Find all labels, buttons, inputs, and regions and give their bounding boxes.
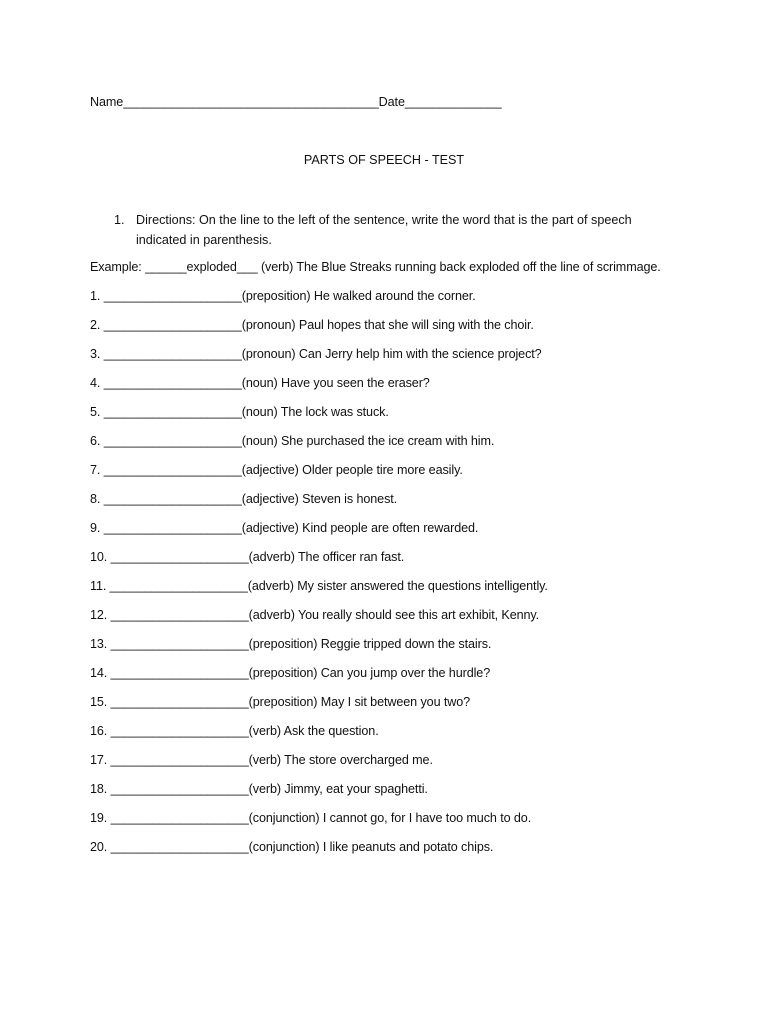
question-3: 3. ____________________(pronoun) Can Jerry help him with the science project? bbox=[90, 347, 542, 361]
question-2: 2. ____________________(pronoun) Paul hopes that she will sing with the choir. bbox=[90, 318, 534, 332]
question-9: 9. ____________________(adjective) Kind people are often rewarded. bbox=[90, 521, 479, 535]
question-19: 19. ____________________(conjunction) I cannot go, for I have too much to do. bbox=[90, 811, 532, 825]
question-8: 8. ____________________(adjective) Steven is honest. bbox=[90, 492, 398, 506]
question-18: 18. ____________________(verb) Jimmy, eat your spaghetti. bbox=[90, 782, 428, 796]
page-title: PARTS OF SPEECH - TEST bbox=[303, 153, 465, 167]
question-11: 11. ____________________(adverb) My sister answered the questions intelligently. bbox=[90, 579, 548, 593]
question-10: 10. ____________________(adverb) The officer ran fast. bbox=[90, 550, 405, 564]
question-20: 20. ____________________(conjunction) I like peanuts and potato chips. bbox=[90, 840, 494, 854]
question-1: 1. ____________________(preposition) He walked around the corner. bbox=[90, 289, 476, 303]
question-12: 12. ____________________(adverb) You really should see this art exhibit, Kenny. bbox=[90, 608, 540, 622]
question-17: 17. ____________________(verb) The store overcharged me. bbox=[90, 753, 433, 767]
question-7: 7. ____________________(adjective) Older people tire more easily. bbox=[90, 463, 463, 477]
question-14: 14. ____________________(preposition) Can you jump over the hurdle? bbox=[90, 666, 491, 680]
example-line: Example: ______exploded___ (verb) The Blue Streaks running back exploded off the line of scrimmage. bbox=[90, 260, 661, 274]
question-16: 16. ____________________(verb) Ask the question. bbox=[90, 724, 379, 738]
question-13: 13. ____________________(preposition) Reggie tripped down the stairs. bbox=[90, 637, 492, 651]
question-5: 5. ____________________(noun) The lock was stuck. bbox=[90, 405, 389, 419]
directions-text: Directions: On the line to the left of the sentence, write the word that is the part of speech indicated in parenthesis. bbox=[136, 213, 632, 247]
directions bbox=[114, 210, 674, 250]
question-6: 6. ____________________(noun) She purchased the ice cream with him. bbox=[90, 434, 495, 448]
directions-number: 1. bbox=[114, 213, 125, 227]
name-date-line: Name_____________________________________Date______________ bbox=[90, 95, 502, 109]
question-4: 4. ____________________(noun) Have you seen the eraser? bbox=[90, 376, 430, 390]
question-15: 15. ____________________(preposition) May I sit between you two? bbox=[90, 695, 471, 709]
